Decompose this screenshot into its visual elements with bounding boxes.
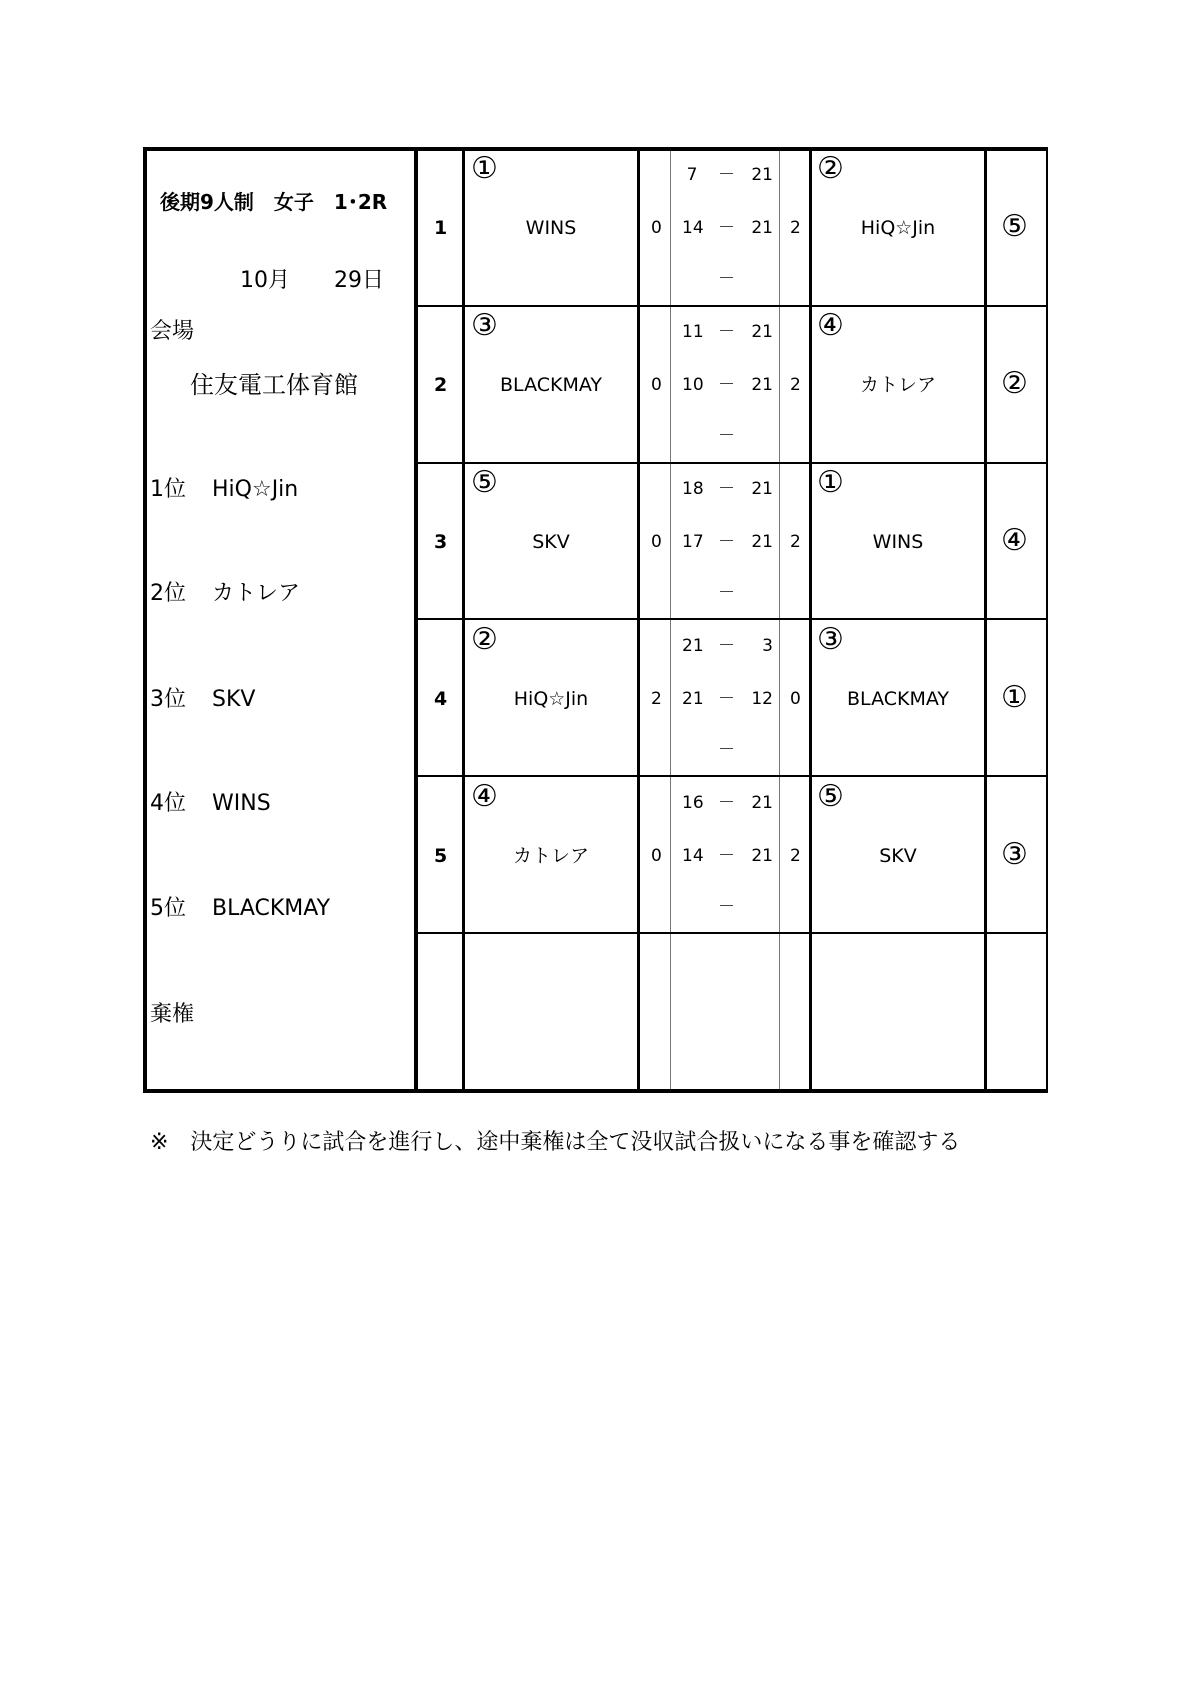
venue-name: 住友電工体育館 [190, 371, 358, 399]
team-b-seed: ① [817, 465, 844, 500]
match-number: 4 [434, 688, 448, 710]
team-b-sets: 2 [790, 218, 801, 238]
standing-rank: 4位 [150, 791, 186, 816]
set2-score-b: 21 [751, 532, 773, 552]
set1-score-a: 21 [682, 636, 704, 656]
team-a-seed: ④ [471, 779, 498, 814]
referee-seed: ⑤ [1001, 209, 1028, 244]
set2-dash: － [718, 375, 735, 395]
set2-dash: － [718, 689, 735, 709]
team-a-seed: ③ [471, 308, 498, 343]
set1-score-a: 16 [682, 793, 704, 813]
set2-score-b: 21 [751, 375, 773, 395]
standing-rank: 1位 [150, 477, 186, 502]
referee-seed: ① [1001, 680, 1028, 715]
set2-dash: － [718, 846, 735, 866]
set1-score-a: 18 [682, 479, 704, 499]
team-a-seed: ② [471, 622, 498, 657]
referee-seed: ③ [1001, 837, 1028, 872]
set2-score-b: 21 [751, 846, 773, 866]
team-b-seed: ③ [817, 622, 844, 657]
team-a-sets: 0 [651, 532, 662, 552]
set2-score-b: 21 [751, 218, 773, 238]
set3-dash: － [718, 269, 735, 289]
team-a-name: SKV [532, 531, 570, 553]
standing-team: HiQ☆Jin [212, 477, 299, 502]
set2-dash: － [718, 532, 735, 552]
set3-dash: － [718, 740, 735, 760]
team-a-name: WINS [525, 217, 577, 239]
team-b-name: BLACKMAY [847, 688, 949, 710]
team-b-sets: 2 [790, 532, 801, 552]
team-b-sets: 2 [790, 846, 801, 866]
venue-label: 会場 [150, 319, 195, 344]
set2-score-a: 17 [682, 532, 704, 552]
team-b-name: WINS [872, 531, 924, 553]
set1-dash: － [718, 165, 735, 185]
match-number: 1 [434, 217, 448, 239]
team-a-sets: 0 [651, 218, 662, 238]
standing-rank: 5位 [150, 896, 186, 921]
referee-seed: ④ [1001, 523, 1028, 558]
standing-rank: 2位 [150, 581, 186, 606]
set3-dash: － [718, 426, 735, 446]
note-container [150, 1128, 1048, 1162]
team-a-seed: ① [471, 151, 498, 186]
set1-dash: － [718, 636, 735, 656]
team-a-name: カトレア [512, 845, 589, 867]
team-b-sets: 2 [790, 375, 801, 395]
team-b-sets: 0 [790, 689, 801, 709]
team-b-seed: ② [817, 151, 844, 186]
competition-title: 後期9人制 女子 1･2R [160, 190, 388, 214]
set2-score-b: 12 [751, 689, 773, 709]
footnote: ※ 決定どうりに試合を進行し、途中棄権は全て没収試合扱いになる事を確認する [150, 1130, 961, 1155]
set1-score-b: 21 [751, 793, 773, 813]
standing-team: カトレア [212, 581, 301, 606]
standing-team: WINS [212, 791, 271, 816]
set2-dash: － [718, 218, 735, 238]
set1-score-b: 3 [762, 636, 773, 656]
team-b-seed: ⑤ [817, 779, 844, 814]
set2-score-a: 21 [682, 689, 704, 709]
team-a-sets: 0 [651, 846, 662, 866]
set2-score-a: 14 [682, 846, 704, 866]
team-a-name: HiQ☆Jin [513, 688, 589, 710]
standing-team: SKV [212, 687, 256, 712]
team-b-seed: ④ [817, 308, 844, 343]
set1-dash: － [718, 479, 735, 499]
team-a-sets: 2 [651, 689, 662, 709]
match-number: 5 [434, 845, 448, 867]
set1-dash: － [718, 793, 735, 813]
team-b-name: カトレア [859, 374, 936, 396]
set1-dash: － [718, 322, 735, 342]
set1-score-b: 21 [751, 322, 773, 342]
set2-score-a: 10 [682, 375, 704, 395]
set1-score-b: 21 [751, 165, 773, 185]
set2-score-a: 14 [682, 218, 704, 238]
standing-rank: 3位 [150, 687, 186, 712]
team-a-sets: 0 [651, 375, 662, 395]
forfeit-label: 棄権 [150, 1002, 195, 1027]
set3-dash: － [718, 897, 735, 917]
standing-team: BLACKMAY [212, 896, 331, 921]
match-number: 2 [434, 374, 448, 396]
set1-score-a: 11 [682, 322, 704, 342]
set1-score-a: 7 [686, 165, 698, 185]
team-b-name: SKV [879, 845, 917, 867]
team-a-name: BLACKMAY [500, 374, 602, 396]
team-b-name: HiQ☆Jin [860, 217, 936, 239]
match-number: 3 [434, 531, 448, 553]
referee-seed: ② [1001, 366, 1028, 401]
match-date: 10月 29日 [240, 268, 384, 293]
team-a-seed: ⑤ [471, 465, 498, 500]
set3-dash: － [718, 583, 735, 603]
set1-score-b: 21 [751, 479, 773, 499]
